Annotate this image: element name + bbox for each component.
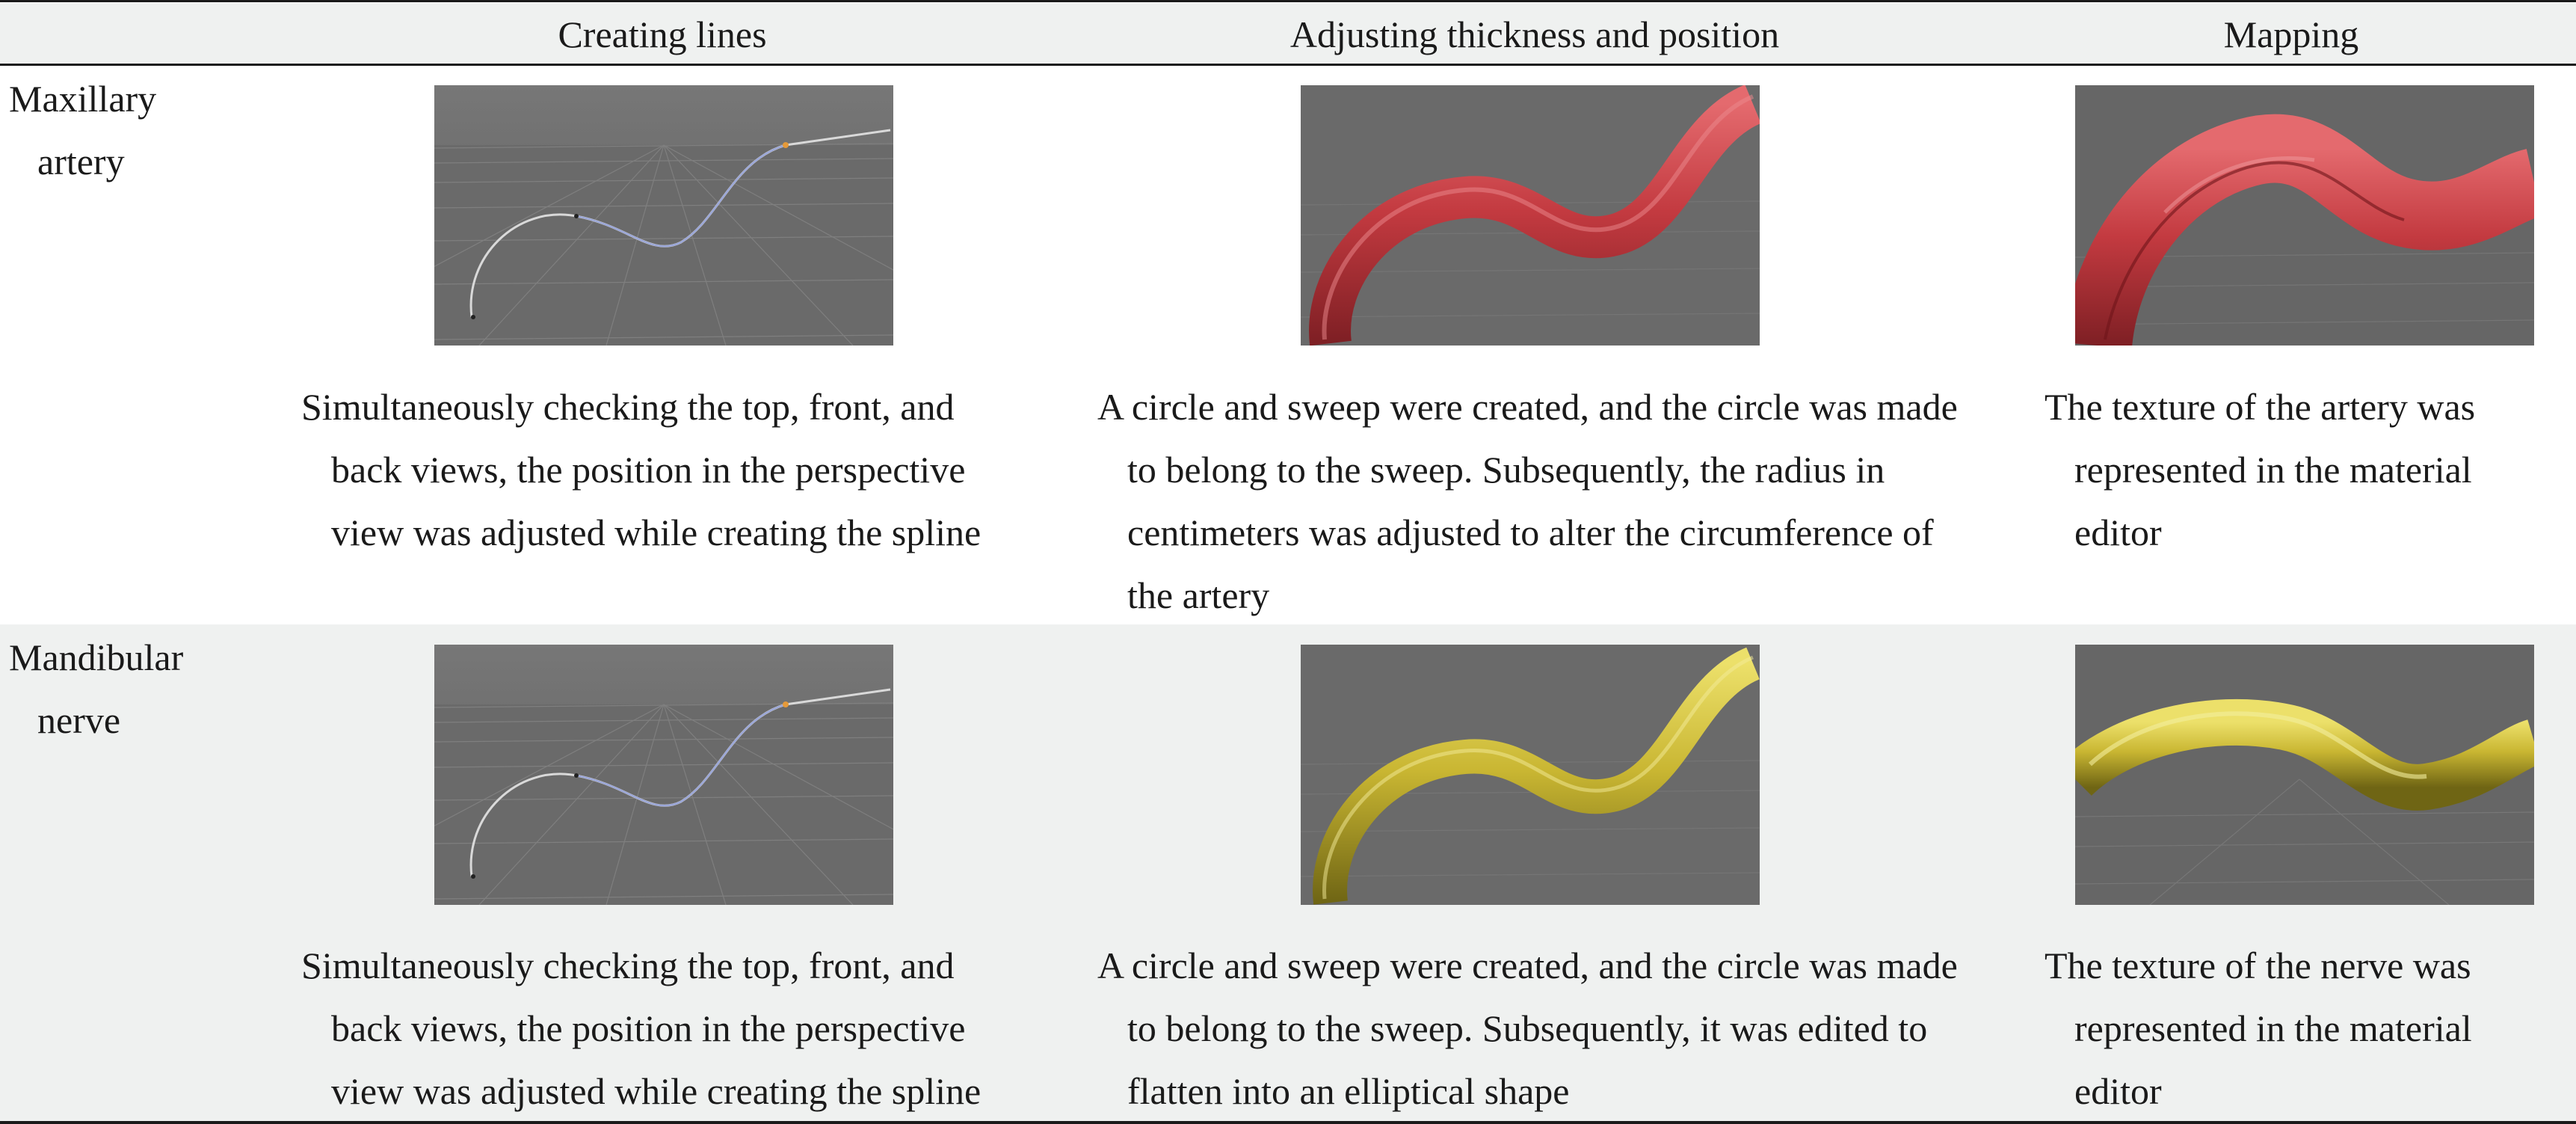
table-row [0,66,2576,624]
description-creating-lines [301,375,981,564]
spline-viewport-image [434,85,893,346]
red-sweep-tube-image [1301,85,1760,346]
row-label-line-1: Maxillary [9,78,157,120]
bottom-rule [0,1121,2576,1124]
description-mapping [2045,934,2472,1123]
column-header-creating-lines: Creating lines [558,13,767,55]
description-line: represented in the material [2074,449,2472,491]
spline-viewport-image [434,645,893,905]
row-label-line-2: nerve [37,699,121,741]
row-label-line-2: artery [37,141,125,182]
description-creating-lines [301,934,981,1123]
description-line: The texture of the artery was [2045,386,2476,428]
top-rule [0,0,2576,2]
description-line: to belong to the sweep. Subsequently, it was edited to [1127,1007,1928,1049]
description-adjusting-thickness [1097,934,1958,1123]
description-mapping [2045,375,2475,564]
description-line: to belong to the sweep. Subsequently, the radius in [1127,449,1885,491]
red-textured-artery-image [2075,85,2534,346]
column-header-mapping: Mapping [2223,13,2359,55]
description-adjusting-thickness [1097,375,1958,627]
description-line: flatten into an elliptical shape [1127,1070,1570,1112]
description-line: Simultaneously checking the top, front, and [301,386,955,428]
description-line: editor [2074,512,2162,553]
description-line: editor [2074,1070,2162,1112]
description-line: A circle and sweep were created, and the circle was made [1097,386,1958,428]
column-header-adjusting-thickness: Adjusting thickness and position [1289,13,1780,55]
description-line: The texture of the nerve was [2045,945,2471,986]
yellow-sweep-tube-image [1301,645,1760,905]
table-row [0,624,2576,1121]
row-label-line-1: Mandibular [9,636,184,678]
description-line: view was adjusted while creating the spline [331,1070,982,1112]
row-label [9,626,256,752]
description-line: back views, the position in the perspective [331,449,966,491]
row-label [9,67,256,193]
table-header [0,3,2576,64]
description-line: represented in the material [2074,1007,2472,1049]
description-line: the artery [1127,574,1270,616]
description-line: Simultaneously checking the top, front, and [301,945,955,986]
description-line: A circle and sweep were created, and the circle was made [1097,945,1958,986]
description-line: view was adjusted while creating the spline [331,512,982,553]
description-line: centimeters was adjusted to alter the circumference of [1127,512,1934,553]
yellow-textured-nerve-image [2075,645,2534,905]
description-line: back views, the position in the perspective [331,1007,966,1049]
